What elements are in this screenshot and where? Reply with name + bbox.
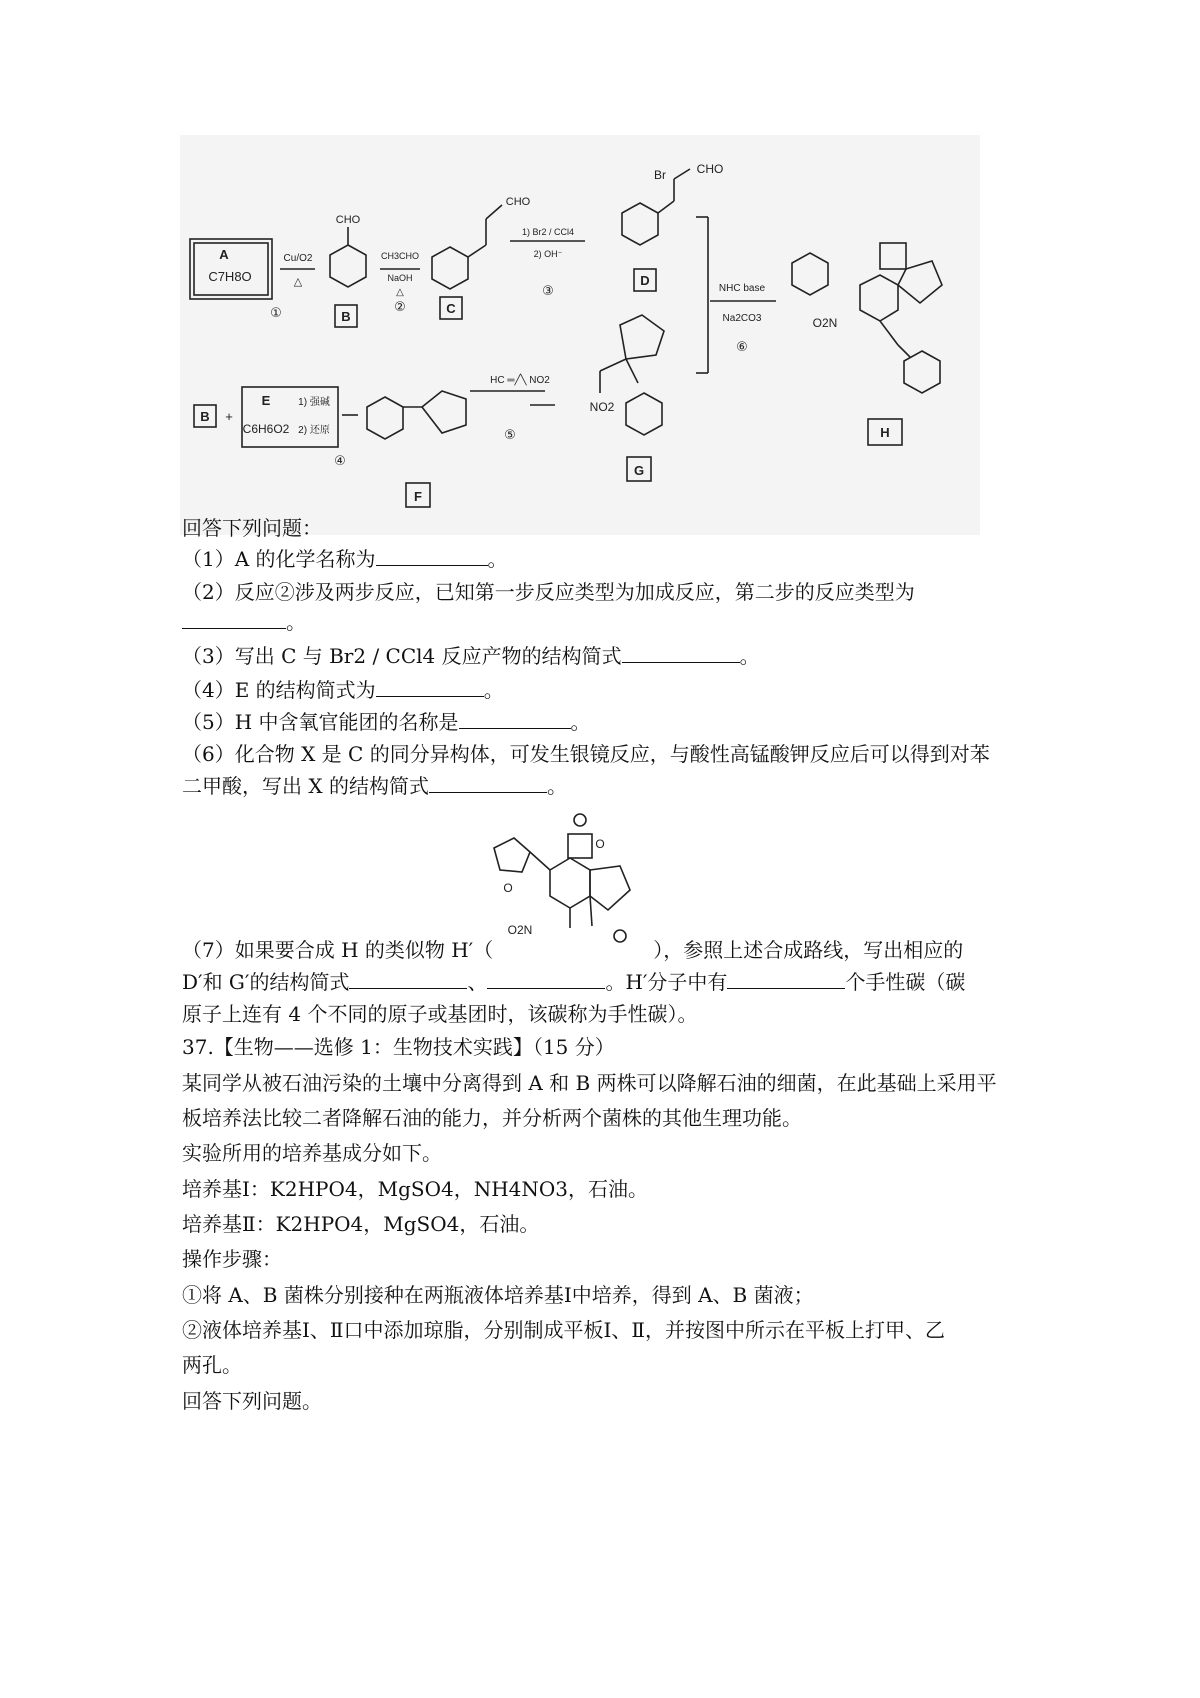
label-b: B bbox=[341, 309, 351, 324]
question-7-line3: 原子上连有 4 个不同的原子或基团时，该碳称为手性碳）。 bbox=[182, 1002, 698, 1026]
svg-text:1) Br2 / CCl4: 1) Br2 / CCl4 bbox=[521, 227, 575, 237]
section-37-para2: 实验所用的培养基成分如下。 bbox=[182, 1141, 442, 1165]
svg-text:O: O bbox=[595, 837, 605, 851]
label-c: C bbox=[446, 301, 456, 316]
svg-text:NaOH: NaOH bbox=[387, 273, 413, 283]
label-d: D bbox=[640, 273, 650, 288]
box-a-label: A bbox=[219, 247, 229, 262]
label-g: G bbox=[633, 463, 645, 478]
svg-text:②: ② bbox=[394, 299, 406, 314]
question-2-line2: 。 bbox=[182, 608, 306, 636]
question-6-line2: 二甲酸，写出 X 的结构简式 。 bbox=[182, 774, 567, 798]
svg-text:1) 强碱: 1) 强碱 bbox=[298, 397, 330, 408]
question-7-line1: （7）如果要合成 H 的类似物 H′（ ），参照上述合成路线，写出相应的 bbox=[182, 938, 964, 962]
svg-text:CHO: CHO bbox=[696, 162, 724, 176]
question-5: （5）H 中含氧官能团的名称是 。 bbox=[182, 710, 591, 734]
label-f: F bbox=[414, 489, 422, 504]
svg-text:Br: Br bbox=[654, 168, 666, 182]
operation-2-line2: 两孔。 bbox=[182, 1353, 242, 1377]
svg-text:HC ═╱╲ NO2: HC ═╱╲ NO2 bbox=[490, 375, 550, 386]
svg-text:⑤: ⑤ bbox=[504, 427, 516, 442]
svg-text:△: △ bbox=[293, 276, 303, 288]
closing-prompt: 回答下列问题。 bbox=[182, 1389, 322, 1413]
svg-text:NHC base: NHC base bbox=[718, 283, 766, 294]
section-37-para1-line1: 某同学从被石油污染的土壤中分离得到 A 和 B 两株可以降解石油的细菌，在此基础上采用平 bbox=[182, 1071, 997, 1095]
svg-text:B: B bbox=[200, 409, 210, 424]
svg-text:③: ③ bbox=[542, 283, 554, 298]
operations-heading: 操作步骤： bbox=[182, 1247, 282, 1271]
question-3: （3）写出 C 与 Br2 / CCl4 反应产物的结构简式 。 bbox=[182, 644, 760, 668]
svg-text:2) 还原: 2) 还原 bbox=[298, 425, 330, 436]
medium-2: 培养基Ⅱ：K2HPO4，MgSO4，石油。 bbox=[182, 1212, 540, 1236]
section-37-para1-line2: 板培养法比较二者降解石油的能力，并分析两个菌株的其他生理功能。 bbox=[182, 1106, 802, 1130]
svg-text:Cu/O2: Cu/O2 bbox=[283, 253, 313, 264]
medium-1: 培养基Ⅰ：K2HPO4，MgSO4，NH4NO3，石油。 bbox=[182, 1177, 648, 1201]
svg-text:CHO: CHO bbox=[505, 196, 531, 208]
svg-text:2) OH⁻: 2) OH⁻ bbox=[533, 249, 563, 259]
question-6-line1: （6）化合物 X 是 C 的同分异构体，可发生银镜反应，与酸性高锰酸钾反应后可以得到对苯 bbox=[182, 742, 990, 766]
svg-text:O2N: O2N bbox=[812, 316, 838, 330]
operation-2-line1: ②液体培养基Ⅰ、Ⅱ口中添加琼脂，分别制成平板Ⅰ、Ⅱ，并按图中所示在平板上打甲、乙 bbox=[182, 1318, 945, 1342]
label-h: H bbox=[880, 425, 890, 440]
intro: 回答下列问题： bbox=[182, 516, 322, 540]
svg-text:O: O bbox=[503, 881, 513, 895]
svg-text:CHO: CHO bbox=[335, 214, 361, 226]
svg-text:⑥: ⑥ bbox=[736, 339, 748, 354]
svg-text:Na2CO3: Na2CO3 bbox=[722, 313, 762, 324]
svg-text:NO2: NO2 bbox=[589, 400, 615, 414]
section-37-heading: 37.【生物——选修 1：生物技术实践】（15 分） bbox=[182, 1035, 615, 1059]
svg-text:△: △ bbox=[396, 287, 404, 298]
synthesis-scheme bbox=[180, 135, 980, 535]
box-e-label: E bbox=[261, 393, 271, 408]
svg-text:CH3CHO: CH3CHO bbox=[380, 251, 420, 261]
question-1: （1）A 的化学名称为 。 bbox=[182, 547, 508, 571]
svg-text:O2N: O2N bbox=[507, 923, 533, 937]
question-7-line2: D′和 G′的结构简式 、 。H′分子中有 个手性碳（碳 bbox=[182, 970, 966, 994]
svg-text:①: ① bbox=[270, 305, 282, 320]
operation-1: ①将 A、B 菌株分别接种在两瓶液体培养基Ⅰ中培养，得到 A、B 菌液； bbox=[182, 1283, 814, 1307]
reagent-br2-ccl4: Br2 / CCl4 bbox=[329, 644, 436, 668]
box-e-formula: C6H6O2 bbox=[242, 422, 290, 436]
svg-text:+: + bbox=[225, 409, 233, 424]
question-2-line1: （2）反应②涉及两步反应，已知第一步反应类型为加成反应，第二步的反应类型为 bbox=[182, 580, 915, 604]
box-a-formula: C7H8O bbox=[208, 269, 252, 284]
svg-text:④: ④ bbox=[334, 453, 346, 468]
question-4: （4）E 的结构简式为 。 bbox=[182, 678, 504, 702]
